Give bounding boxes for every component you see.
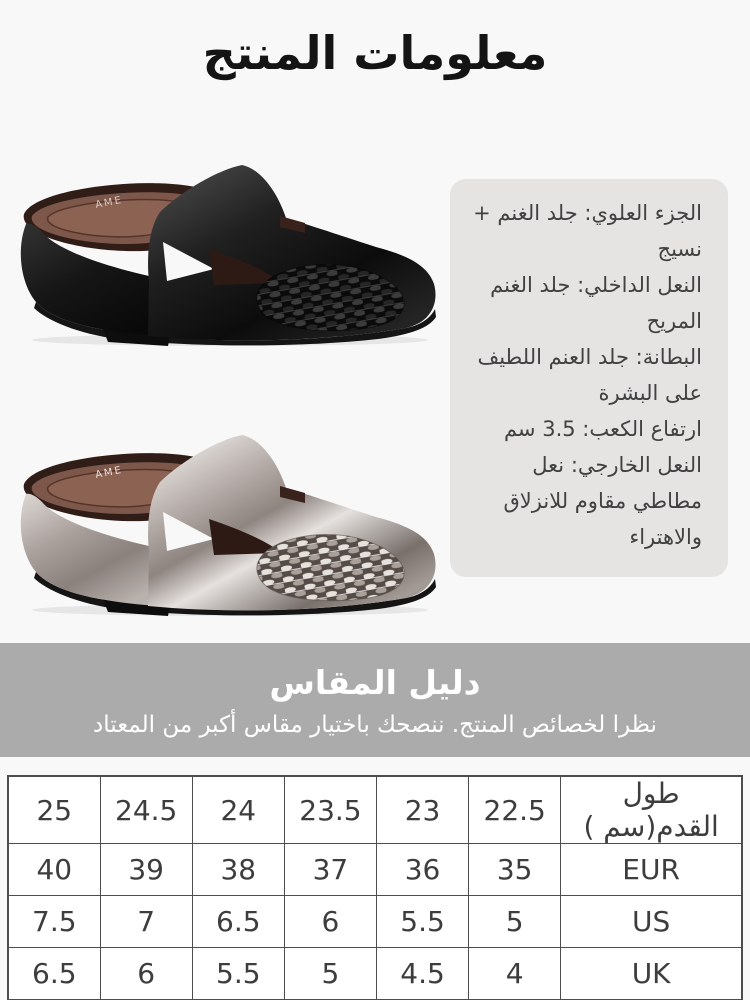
size-row-label-foot-length: طول القدم(سم ): [561, 776, 742, 844]
product-photo-black: [8, 132, 440, 347]
size-cell: 5: [284, 948, 376, 1000]
spec-item-lining: البطانة: جلد العنم اللطيف على البشرة: [477, 345, 702, 405]
size-cell: 4: [469, 948, 561, 1000]
size-cell: 25: [8, 776, 100, 844]
size-cell: 40: [8, 844, 100, 896]
table-row-us: [8, 896, 742, 948]
size-cell: 37: [284, 844, 376, 896]
spec-item-insole: النعل الداخلي: جلد الغنم المريح: [490, 273, 702, 333]
size-cell: 6: [284, 896, 376, 948]
size-cell: 39: [100, 844, 192, 896]
insole-brand-text: AME: [94, 464, 124, 481]
size-row-label-uk: UK: [561, 948, 742, 1000]
pewter-mule-illustration: [8, 402, 440, 617]
size-cell: 6.5: [192, 896, 284, 948]
size-table: [7, 775, 743, 1000]
product-spec-card: [450, 179, 728, 577]
size-cell: 23: [377, 776, 469, 844]
size-guide-title: دليل المقاس: [269, 662, 481, 702]
size-cell: 7: [100, 896, 192, 948]
size-cell: 36: [377, 844, 469, 896]
spec-item-outsole: النعل الخارجي: نعل مطاطي مقاوم للانزلاق والاهتراء: [503, 453, 702, 549]
table-row-eur: [8, 844, 742, 896]
size-cell: 6: [100, 948, 192, 1000]
size-cell: 24.5: [100, 776, 192, 844]
table-row-uk: [8, 948, 742, 1000]
size-cell: 23.5: [284, 776, 376, 844]
black-mule-illustration: [8, 132, 440, 347]
size-cell: 5.5: [192, 948, 284, 1000]
product-photo-pewter: [8, 402, 440, 617]
size-row-label-eur: EUR: [561, 844, 742, 896]
size-cell: 5: [469, 896, 561, 948]
size-cell: 22.5: [469, 776, 561, 844]
size-row-label-us: US: [561, 896, 742, 948]
size-cell: 4.5: [377, 948, 469, 1000]
size-cell: 24: [192, 776, 284, 844]
size-cell: 35: [469, 844, 561, 896]
size-cell: 5.5: [377, 896, 469, 948]
size-cell: 38: [192, 844, 284, 896]
insole-brand-text: AME: [94, 194, 124, 211]
spec-item-heel: ارتفاع الكعب: 3.5 سم: [503, 417, 702, 441]
spec-item-upper: الجزء العلوي: جلد الغنم + نسيج: [473, 201, 702, 261]
size-cell: 6.5: [8, 948, 100, 1000]
size-guide-banner: [0, 643, 750, 757]
size-guide-note: نظرا لخصائص المنتج. ننصحك باختيار مقاس أكبر من المعتاد: [93, 711, 657, 738]
page-title: معلومات المنتج: [202, 26, 548, 80]
table-row-foot-length: [8, 776, 742, 844]
size-cell: 7.5: [8, 896, 100, 948]
